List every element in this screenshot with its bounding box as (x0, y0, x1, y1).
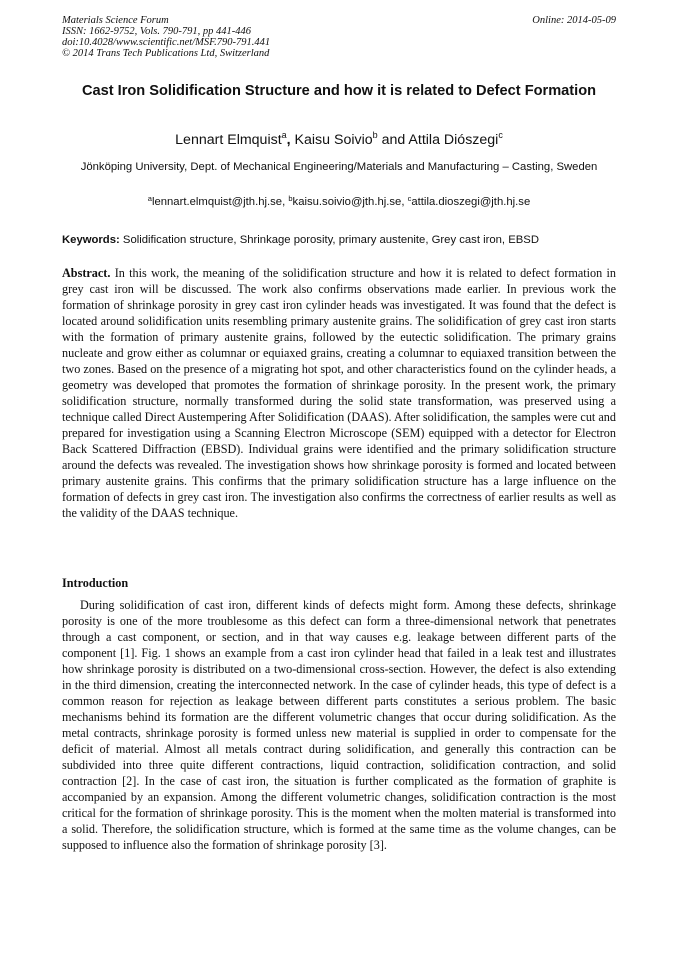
keywords (62, 233, 616, 247)
author-separator: and (377, 132, 409, 148)
doi-line: doi:10.4028/www.scientific.net/MSF.790-791.441 (62, 37, 271, 48)
author-name: Kaisu Soivio (294, 132, 373, 148)
email-mark: c (407, 194, 412, 203)
affiliation: Jönköping University, Dept. of Mechanical Engineering/Materials and Manufacturing – Casting, Sweden (80, 161, 598, 173)
abstract-text: In this work, the meaning of the solidification structure and how it is related to defect formation in grey cast iron will be discussed. The work also confirms observations made earlier. In previous work the formation of shrinkage porosity in grey cast iron cylinder heads was investigated. It was found that the defect is located around solidification units resembling primary austenite grains. The solidification of grey cast iron starts with the formation of primary austenite grains, followed by the eutectic solidification. The primary grains nucleate and grow either as columnar or equiaxed grains, creating a columnar to equiaxed transition between the two zones. Based on the presence of a migrating hot spot, and other characteristics found on the cylinder heads, a geometry was developed that promotes the formation of shrinkage porosity. In the present work, the primary solidification structure, normally transformed during the solid state transformation, was preserved using a technique called Direct Austempering After Solidification (DAAS). After solidification, the samples were cut and prepared for investigation using a Scanning Electron Microscope (SEM) equipped with a detector for Electron Back Scattered Diffraction (EBSD). Individual grains were identified and the primary solidification structure around the defects was revealed. The investigation shows how shrinkage porosity is formed and located between primary austenite grains. This confirms that the primary solidification structure has a large influence on the formation of defects in grey cast iron. The investigation also confirms the correctness of earlier results as well as the validity of the DAAS technique. (62, 266, 616, 520)
running-header (62, 15, 616, 59)
introduction-paragraph: During solidification of cast iron, different kinds of defects might form. Among these defects, shrinkage porosity is one of the more troublesome as this defect can form a three-dimensional network that penetrates through a cast component, or section, and in that way causes e.g. leakage between different parts of the component [1]. Fig. 1 shows an example from a cast iron cylinder head that failed in a leak test and illustrates how shrinkage porosity is distributed on a two-dimensional cross-section. However, the defect is also extending in the third dimension, creating the interconnected network. In the case of cylinder heads, this type of defect is a common reason for rejection as leakage between different parts constitutes a serious problem. The basic mechanisms behind its formation are the different volumetric changes that occur during solidification. As the metal contracts, shrinkage porosity is formed unless new material is supplied in order to compensate for the deficit of material. Almost all metals contract during solidification, and generally this contraction can be subdivided into three quite different contractions, liquid contraction, solidification contraction, and solid contraction [2]. In the case of cast iron, the situation is further complicated as the formation of graphite is accompanied by an expansion. Among the different volumetric changes, solidification contraction is the most critical for the formation of shrinkage porosity. This is the moment when the molten material is transformed into a solid. Therefore, the solidification structure, which is formed at the same time as the volume changes, can be supposed to influence also the formation of shrinkage porosity [3]. (62, 598, 616, 852)
author-list (62, 131, 616, 149)
abstract-label: Abstract. (62, 266, 111, 280)
email-address[interactable]: attila.dioszegi@jth.hj.se (411, 196, 531, 208)
journal-name: Materials Science Forum (62, 15, 169, 26)
email-mark: a (147, 194, 152, 203)
abstract (62, 265, 616, 521)
email-separator: , (282, 196, 289, 208)
author-mark: b (372, 130, 378, 140)
email-address[interactable]: lennart.elmquist@jth.hj.se (151, 196, 283, 208)
email-separator: , (401, 196, 408, 208)
email-mark: b (288, 194, 293, 203)
copyright-line: © 2014 Trans Tech Publications Ltd, Switzerland (62, 48, 270, 59)
online-date: Online: 2014-05-09 (532, 15, 616, 26)
issn-line: ISSN: 1662-9752, Vols. 790-791, pp 441-446 (62, 26, 251, 37)
email-address[interactable]: kaisu.soivio@jth.hj.se (292, 196, 402, 208)
author-mark: a (281, 130, 287, 140)
paper-title: Cast Iron Solidification Structure and how it is related to Defect Formation (81, 83, 597, 99)
author-name: Attila Diószegi (408, 132, 499, 148)
email-list (62, 195, 616, 209)
author-mark: c (498, 130, 503, 140)
keywords-label: Keywords: (62, 234, 120, 246)
author-name: Lennart Elmquist (175, 132, 282, 148)
section-heading-introduction: Introduction (62, 576, 129, 590)
keywords-text: Solidification structure, Shrinkage porosity, primary austenite, Grey cast iron, EBSD (122, 234, 539, 246)
author-separator: , (286, 132, 295, 148)
